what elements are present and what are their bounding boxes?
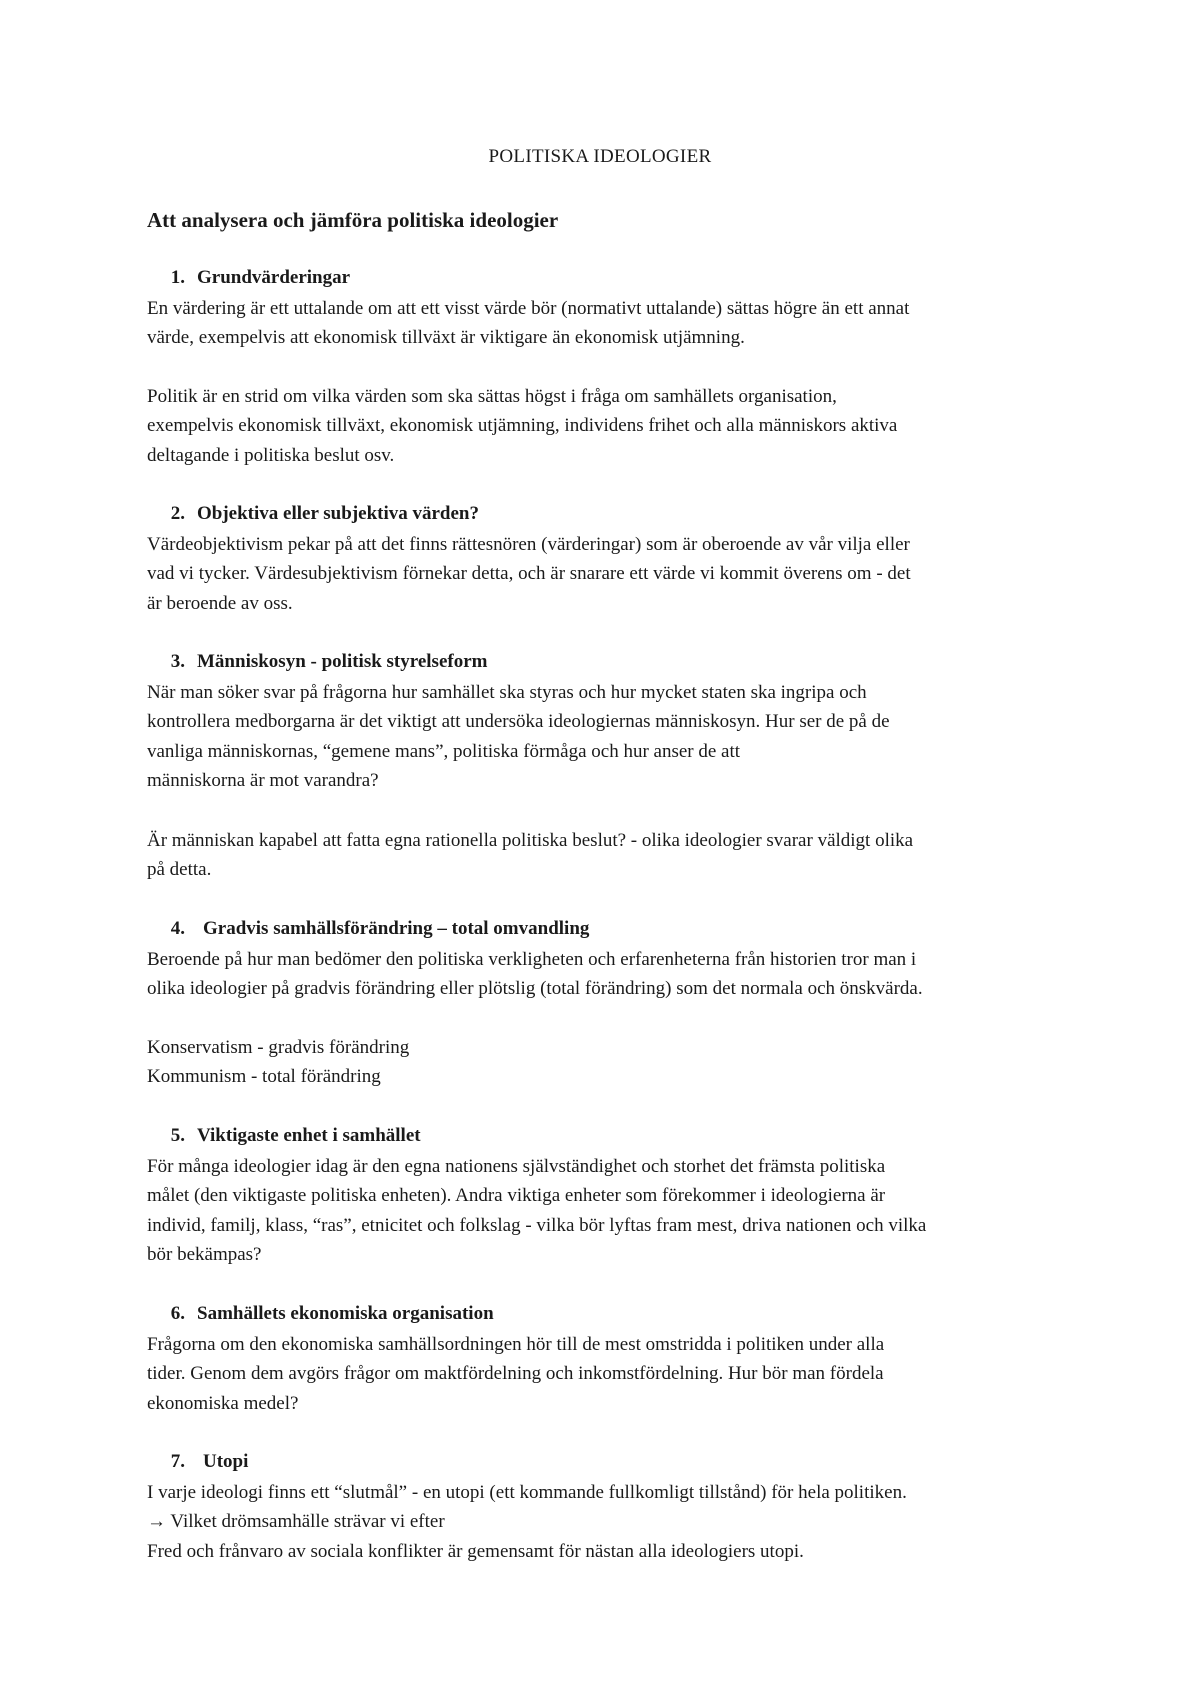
- text-line: Kommunism - total förändring: [147, 1066, 381, 1088]
- text-line: deltagande i politiska beslut osv.: [147, 444, 395, 466]
- section-heading-text: Samhällets ekonomiska organisation: [197, 1303, 494, 1324]
- paragraph: [147, 1152, 1087, 1269]
- text-line: värde, exempelvis att ekonomisk tillväxt är viktigare än ekonomisk utjämning.: [147, 327, 745, 349]
- text-line: En värdering är ett uttalande om att ett visst värde bör (normativt uttalande) sättas högre än ett annat: [147, 298, 910, 319]
- section-heading-3: [147, 651, 487, 673]
- text-line: Är människan kapabel att fatta egna rationella politiska beslut? - olika ideologier svarar väldigt olika: [147, 830, 914, 851]
- section-heading-text: Objektiva eller subjektiva värden?: [197, 503, 480, 524]
- section-heading-text: Utopi: [203, 1451, 249, 1472]
- section-number: 1.: [170, 267, 185, 288]
- text-line: Frågorna om den ekonomiska samhällsordningen hör till de mest omstridda i politiken under alla: [147, 1334, 885, 1355]
- section-heading-5: [147, 1125, 421, 1147]
- text-line: människorna är mot varandra?: [147, 769, 379, 791]
- text-line: Beroende på hur man bedömer den politiska verkligheten och erfarenheterna från historien tror man i: [147, 949, 917, 970]
- text-line: exempelvis ekonomisk tillväxt, ekonomisk utjämning, individens frihet och alla människors aktiva: [147, 415, 898, 437]
- text-line: När man söker svar på frågorna hur samhället ska styras och hur mycket staten ska ingripa och: [147, 682, 867, 703]
- paragraph: [147, 530, 1087, 618]
- text-line: kontrollera medborgarna är det viktigt att undersöka ideologiernas människosyn. Hur ser de på de: [147, 711, 890, 733]
- paragraph: [147, 1478, 1087, 1566]
- text-line: Politik är en strid om vilka värden som ska sättas högst i fråga om samhällets organisation,: [147, 386, 837, 407]
- paragraph: [147, 678, 1087, 795]
- text-line: vanliga människornas, “gemene mans”, politiska förmåga och hur anser de att: [147, 740, 741, 762]
- section-heading-text: Människosyn - politisk styrelseform: [197, 651, 488, 672]
- text-line: Konservatism - gradvis förändring: [147, 1037, 410, 1058]
- text-line: olika ideologier på gradvis förändring eller plötslig (total förändring) som det normala och önskvärda.: [147, 978, 923, 1000]
- text-line: → Vilket drömsamhälle strävar vi efter: [147, 1511, 445, 1533]
- paragraph: [147, 382, 1087, 470]
- text-line: Värdeobjektivism pekar på att det finns rättesnören (värderingar) som är oberoende av vår vilja eller: [147, 534, 910, 555]
- section-heading-4: [147, 918, 589, 940]
- section-number: 6.: [170, 1303, 185, 1324]
- section-heading-text: Grundvärderingar: [197, 267, 351, 288]
- section-heading-2: [147, 503, 479, 525]
- section-number: 2.: [170, 503, 185, 524]
- text-line: tider. Genom dem avgörs frågor om maktfördelning och inkomstfördelning. Hur bör man fördela: [147, 1363, 884, 1385]
- section-number: 4.: [170, 918, 185, 939]
- section-number: 3.: [170, 651, 185, 672]
- text-line: målet (den viktigaste politiska enheten). Andra viktiga enheter som förekommer i ideologierna är: [147, 1185, 886, 1207]
- text-line: individ, familj, klass, “ras”, etnicitet och folkslag - vilka bör lyftas fram mest, driva nationen och vilka: [147, 1214, 927, 1236]
- paragraph: [147, 945, 1087, 1004]
- paragraph: [147, 1033, 1087, 1092]
- section-heading-text: Viktigaste enhet i samhället: [197, 1125, 421, 1146]
- text-line: Fred och frånvaro av sociala konflikter är gemensamt för nästan alla ideologiers utopi.: [147, 1540, 804, 1562]
- section-heading-text: Gradvis samhällsförändring – total omvandling: [203, 918, 590, 939]
- text-line: För många ideologier idag är den egna nationens självständighet och storhet det främsta politiska: [147, 1156, 886, 1177]
- text-line: ekonomiska medel?: [147, 1392, 299, 1414]
- text-line: vad vi tycker. Värdesubjektivism förnekar detta, och är snarare ett värde vi kommit överens om - det: [147, 563, 911, 585]
- text-line: I varje ideologi finns ett “slutmål” - en utopi (ett kommande fullkomligt tillstånd) för hela politiken.: [147, 1482, 907, 1503]
- section-heading-6: [147, 1303, 494, 1325]
- document-subtitle: Att analysera och jämföra politiska ideologier: [147, 208, 559, 232]
- paragraph: [147, 1330, 1087, 1418]
- paragraph: [147, 826, 1087, 885]
- document-title: POLITISKA IDEOLOGIER: [488, 146, 712, 167]
- section-heading-7: [147, 1451, 248, 1473]
- section-number: 5.: [170, 1125, 185, 1146]
- text-line: bör bekämpas?: [147, 1243, 262, 1265]
- text-line: är beroende av oss.: [147, 592, 293, 614]
- paragraph: [147, 294, 1087, 353]
- text-line: på detta.: [147, 859, 212, 881]
- section-number: 7.: [170, 1451, 185, 1472]
- section-heading-1: [147, 267, 350, 289]
